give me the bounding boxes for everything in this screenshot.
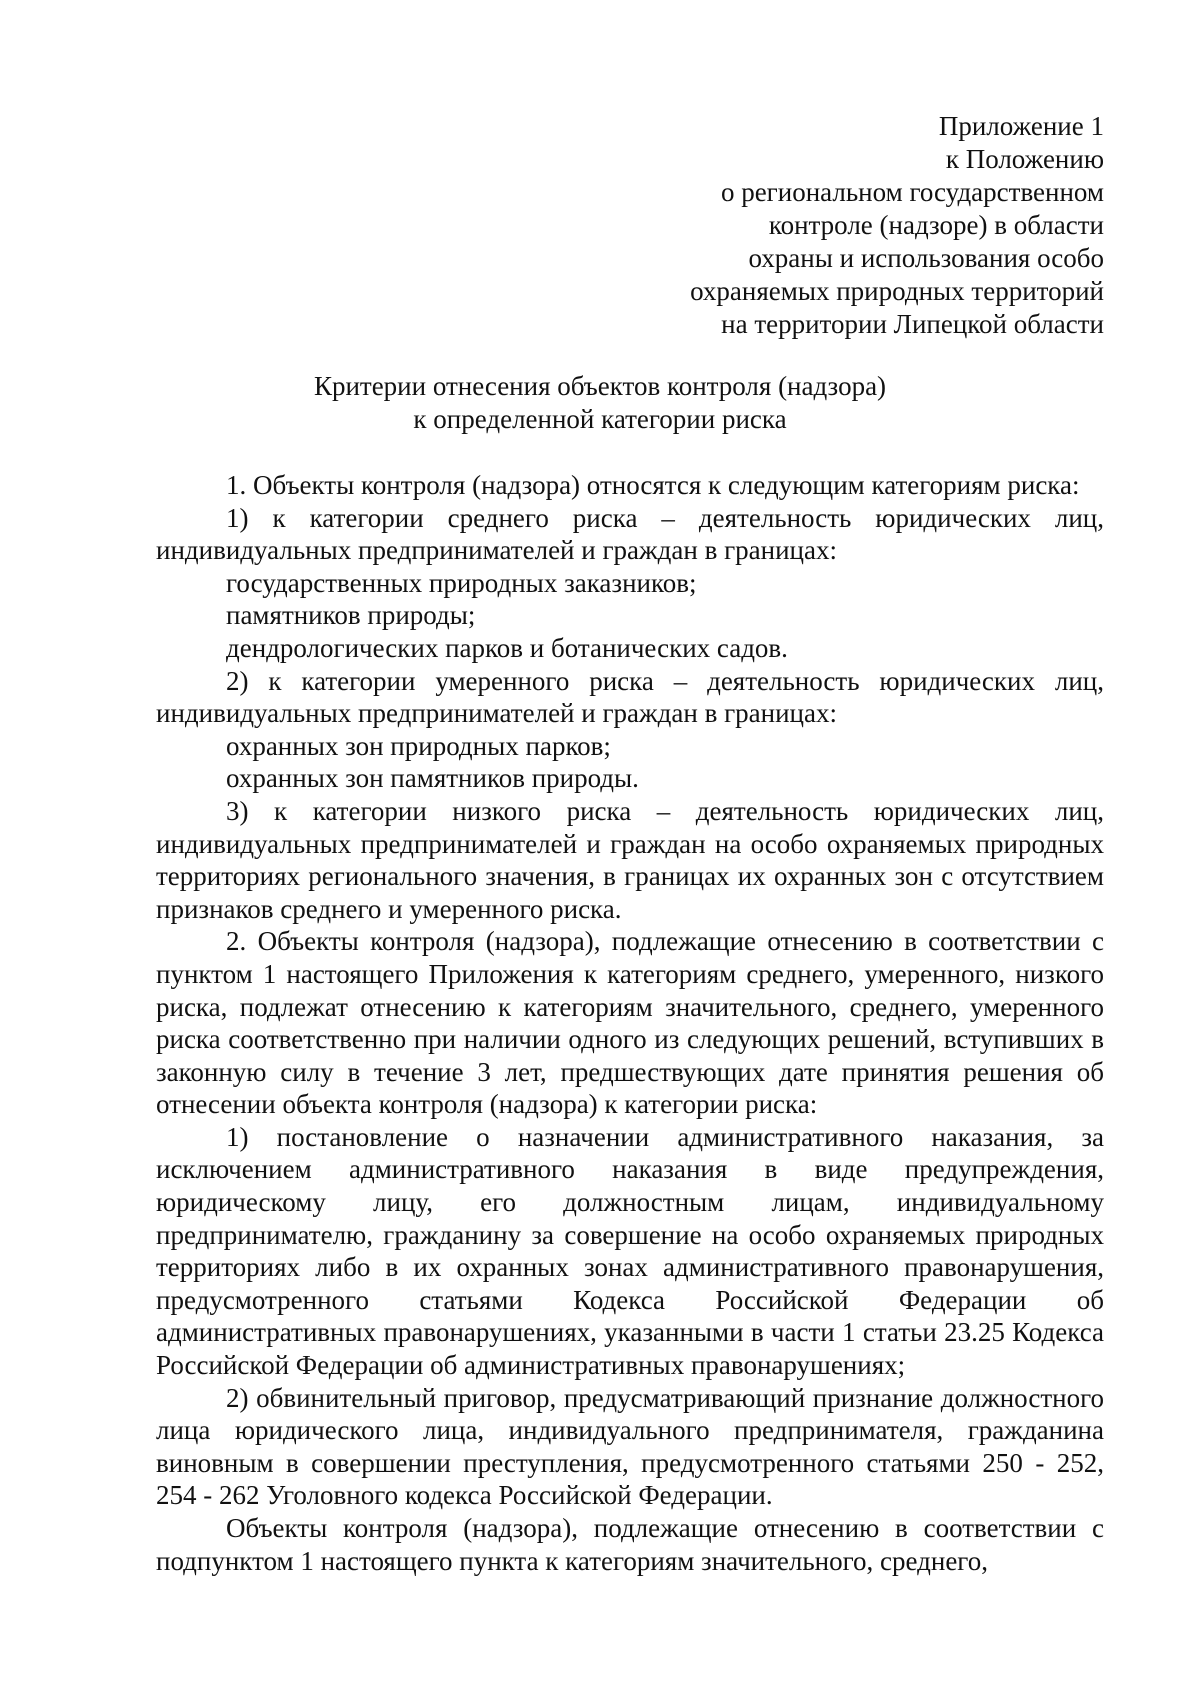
paragraph-subitem-1: 1) постановление о назначении административного наказания, за исключением административного наказания в виде предупреждения, юридическому лицу, его должностным лицам, индивидуальному предпринимателю, гражданину за совершение на особо охраняемых природных территориях либо в их охранных зонах административного правонарушения, предусмотренного статьями Кодекса Российской Федерации об административных правонарушениях, указанными в части 1 статьи 23.25 Кодекса Российской Федерации об административных правонарушениях; [156,1121,1104,1381]
list-item: дендрологических парков и ботанических садов. [226,632,788,663]
appendix-header-line: охраняемых природных территорий [690,276,1104,306]
document-title-line: Критерии отнесения объектов контроля (надзора) [313,371,887,401]
paragraph-medium-risk: 1) к категории среднего риска – деятельность юридических лиц, индивидуальных предпринимателей и граждан в границах: [156,502,1104,566]
paragraph-section-2: 2. Объекты контроля (надзора), подлежащие отнесению в соответствии с пунктом 1 настоящего Приложения к категориям среднего, умеренного, низкого риска, подлежат отнесению к категориям значительного, среднего, умеренного риска соответственно при наличии одного из следующих решений, вступивших в законную силу в течение 3 лет, предшествующих дате принятия решения об отнесении объекта контроля (надзора) к категории риска: [156,926,1104,1120]
paragraph-low-risk: 3) к категории низкого риска – деятельность юридических лиц, индивидуальных предпринимателей и граждан на особо охраняемых природных территориях регионального значения, в границах их охранных зон с отсутствием признаков среднего и умеренного риска. [156,795,1104,924]
appendix-header [544,110,1104,341]
paragraph-continuation: Объекты контроля (надзора), подлежащие отнесению в соответствии с подпунктом 1 настоящего пункта к категориям значительного, среднего, [156,1513,1104,1576]
appendix-header-line: контроле (надзоре) в области [768,210,1104,240]
appendix-header-line: на территории Липецкой области [721,309,1104,339]
document-title-line: к определенной категории риска [413,404,787,434]
list-item: государственных природных заказников; [226,567,697,598]
paragraph-subitem-2: 2) обвинительный приговор, предусматривающий признание должностного лица юридического лица, индивидуального предпринимателя, гражданина виновным в совершении преступления, предусмотренного статьями 250 - 252, 254 - 262 Уголовного кодекса Российской Федерации. [156,1382,1104,1511]
list-item: охранных зон природных парков; [226,730,611,761]
list-item: памятников природы; [226,600,476,631]
document-body [156,469,1104,1577]
list-item: охранных зон памятников природы. [226,763,639,794]
appendix-header-line: к Положению [945,144,1104,174]
paragraph-section-1: 1. Объекты контроля (надзора) относятся к следующим категориям риска: [226,470,1080,500]
paragraph-moderate-risk: 2) к категории умеренного риска – деятельность юридических лиц, индивидуальных предпринимателей и граждан в границах: [156,665,1104,729]
appendix-header-line: Приложение 1 [938,111,1104,141]
document-title [0,370,1200,436]
appendix-header-line: охраны и использования особо [748,243,1104,273]
appendix-header-line: о региональном государственном [720,177,1104,207]
